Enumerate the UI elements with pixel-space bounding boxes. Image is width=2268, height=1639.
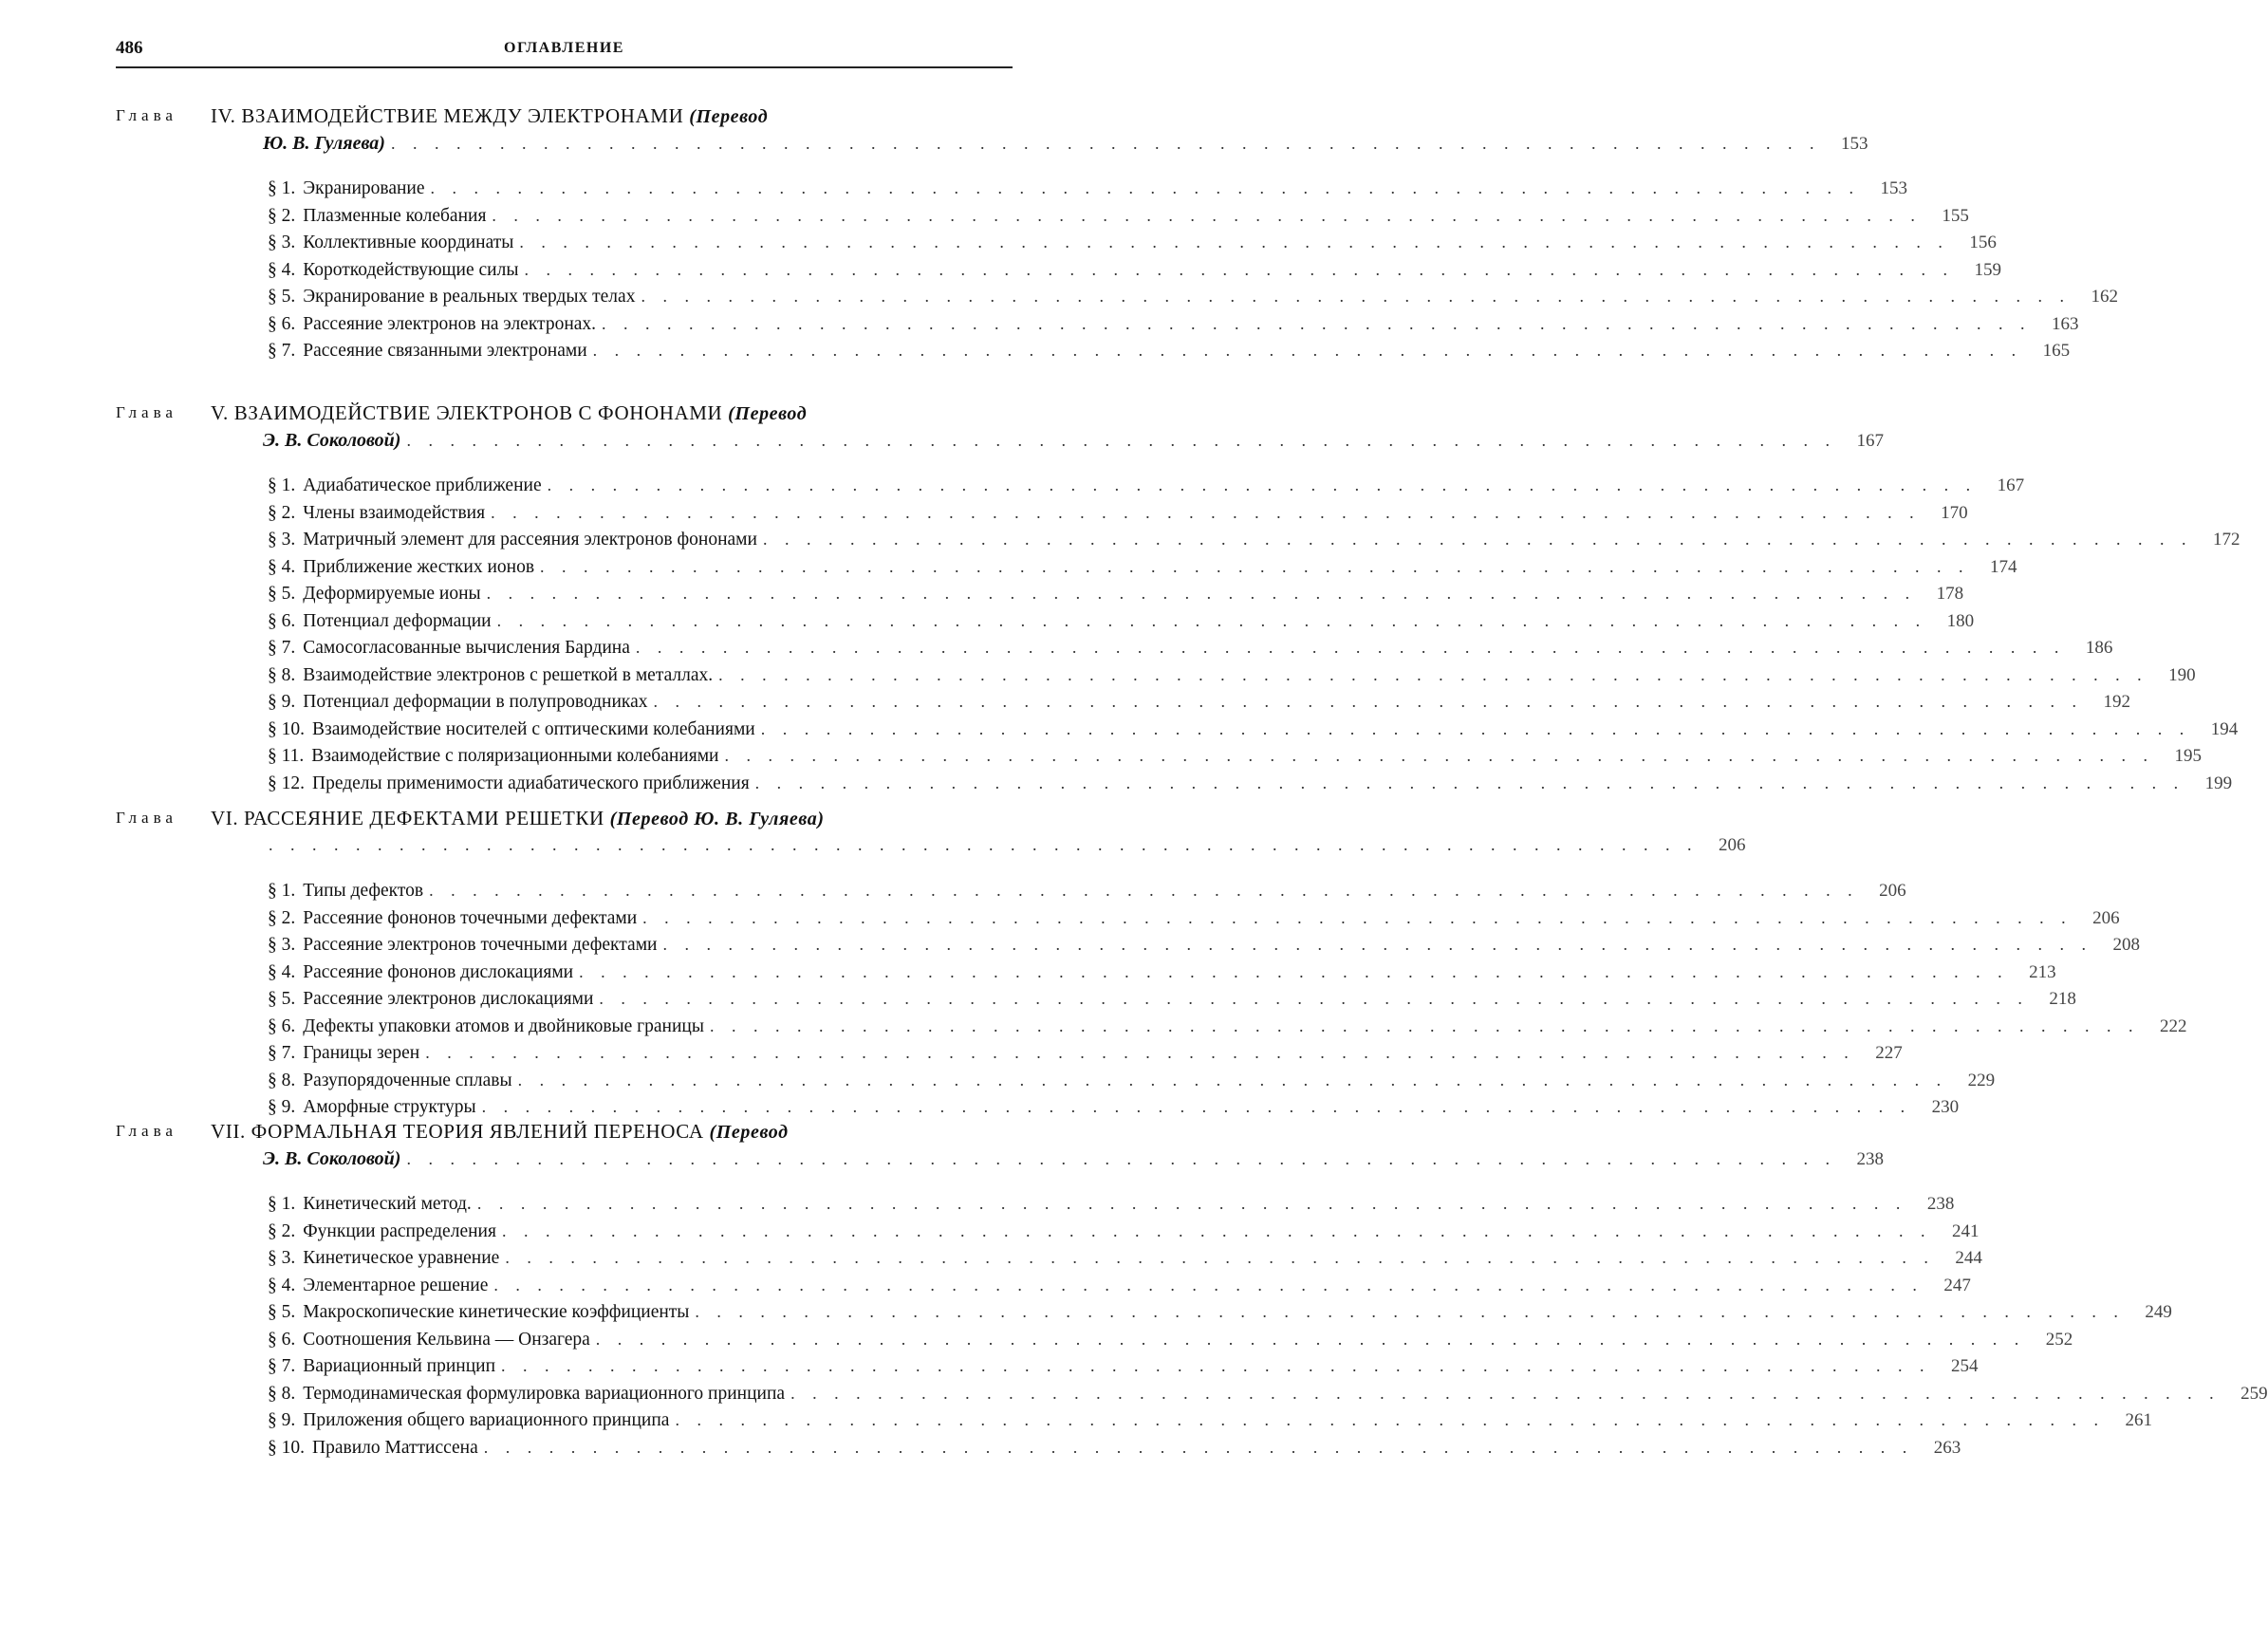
section-number: § 7. <box>268 1356 303 1377</box>
section-page: 241 <box>1931 1221 1979 1242</box>
toc-entry <box>268 287 1027 314</box>
chapter-page: 153 <box>1820 134 1868 155</box>
section-number: § 7. <box>268 1043 303 1064</box>
section-title: Элементарное решение <box>303 1276 493 1296</box>
section-title: Границы зерен <box>303 1043 425 1064</box>
section-list <box>116 475 1027 800</box>
section-number: § 8. <box>268 1071 303 1091</box>
section-page: 238 <box>1906 1194 1954 1215</box>
section-page: 172 <box>2192 530 2240 550</box>
section-number: § 3. <box>268 1248 303 1269</box>
section-title: Плазменные колебания <box>303 206 492 227</box>
leader-dots: . . . . . . . . . . . . . . . . . . . . . . . . . . . . . . . . . . . . . . . . . . . . . . . . . . . . . . . . . . . . . . . . . . <box>406 1149 1836 1169</box>
section-number: § 4. <box>268 962 303 983</box>
leader-dots: . . . . . . . . . . . . . . . . . . . . . . . . . . . . . . . . . . . . . . . . . . . . . . . . . . . . . . . . . . . . . . . . . . <box>518 1071 1948 1090</box>
leader-dots: . . . . . . . . . . . . . . . . . . . . . . . . . . . . . . . . . . . . . . . . . . . . . . . . . . . . . . . . . . . . . . . . . . <box>429 881 1859 901</box>
leader-dots: . . . . . . . . . . . . . . . . . . . . . . . . . . . . . . . . . . . . . . . . . . . . . . . . . . . . . . . . . . . . . . . . . . <box>695 1302 2125 1322</box>
section-number: § 9. <box>268 692 303 713</box>
section-page: 254 <box>1931 1356 1979 1377</box>
section-title: Экранирование в реальных твердых телах <box>303 287 641 307</box>
chapter-heading-line2 <box>116 133 1027 161</box>
section-page: 167 <box>1977 475 2024 496</box>
leader-dots: . . . . . . . . . . . . . . . . . . . . . . . . . . . . . . . . . . . . . . . . . . . . . . . . . . . . . . . . . . . . . . . . . . <box>790 1384 2221 1404</box>
chapter-label: Глава <box>116 809 177 828</box>
section-page: 230 <box>1911 1097 1959 1118</box>
section-number: § 10. <box>268 1438 312 1459</box>
chapter-heading <box>116 1120 1027 1148</box>
section-title: Функции распределения <box>303 1221 502 1242</box>
leader-dots: . . . . . . . . . . . . . . . . . . . . . . . . . . . . . . . . . . . . . . . . . . . . . . . . . . . . . . . . . . . . . . . . . . <box>636 638 2066 658</box>
toc-entry <box>268 206 1027 233</box>
toc-entry <box>268 178 1027 206</box>
leader-dots: . . . . . . . . . . . . . . . . . . . . . . . . . . . . . . . . . . . . . . . . . . . . . . . . . . . . . . . . . . . . . . . . . . <box>492 206 1922 226</box>
toc-entry <box>268 530 1027 557</box>
toc-entry <box>268 1248 1027 1276</box>
section-page: 174 <box>1970 557 2017 578</box>
section-title: Адиабатическое приближение <box>303 475 547 496</box>
section-title: Правило Маттиссена <box>312 1438 484 1459</box>
leader-dots: . . . . . . . . . . . . . . . . . . . . . . . . . . . . . . . . . . . . . . . . . . . . . . . . . . . . . . . . . . . . . . . . . . <box>497 611 1927 631</box>
section-number: § 3. <box>268 233 303 253</box>
section-title: Взаимодействие носителей с оптическими колебаниями <box>312 719 761 740</box>
section-page: 170 <box>1921 503 1968 524</box>
section-number: § 3. <box>268 935 303 956</box>
leader-dots: . . . . . . . . . . . . . . . . . . . . . . . . . . . . . . . . . . . . . . . . . . . . . . . . . . . . . . . . . . . . . . . . . . <box>477 1194 1907 1214</box>
section-page: 206 <box>1859 881 1906 902</box>
toc-entry <box>268 233 1027 260</box>
chapter-label: Глава <box>116 403 177 422</box>
section-title: Члены взаимодействия <box>303 503 491 524</box>
section-number: § 2. <box>268 503 303 524</box>
leader-dots: . . . . . . . . . . . . . . . . . . . . . . . . . . . . . . . . . . . . . . . . . . . . . . . . . . . . . . . . . . . . . . . . . . <box>493 1276 1924 1295</box>
toc-entry <box>268 1043 1027 1071</box>
toc-entry <box>268 935 1027 962</box>
section-page: 180 <box>1926 611 1974 632</box>
chapter-title-text: IV. ВЗАИМОДЕЙСТВИЕ МЕЖДУ ЭЛЕКТРОНАМИ <box>211 104 689 127</box>
section-title: Рассеяние фононов точечными дефектами <box>303 908 642 929</box>
translator-name: Э. В. Соколовой) <box>116 430 406 452</box>
section-page: 208 <box>2092 935 2140 956</box>
section-number: § 4. <box>268 557 303 578</box>
section-page: 206 <box>2073 908 2120 929</box>
toc-entry <box>268 260 1027 288</box>
translator-name: Ю. В. Гуляева) <box>116 133 391 155</box>
section-number: § 6. <box>268 611 303 632</box>
section-number: § 8. <box>268 665 303 686</box>
header-rule <box>116 66 1013 68</box>
section-title: Рассеяние фононов дислокациями <box>303 962 579 983</box>
section-page: 259 <box>2221 1384 2268 1405</box>
toc-entry <box>268 1438 1027 1465</box>
section-number: § 2. <box>268 206 303 227</box>
leader-dots: . . . . . . . . . . . . . . . . . . . . . . . . . . . . . . . . . . . . . . . . . . . . . . . . . . . . . . . . . . . . . . . . . . <box>548 475 1978 495</box>
chapter-5 <box>116 401 1027 800</box>
section-number: § 7. <box>268 341 303 362</box>
leader-dots: . . . . . . . . . . . . . . . . . . . . . . . . . . . . . . . . . . . . . . . . . . . . . . . . . . . . . . . . . . . . . . . . . . <box>540 557 1970 577</box>
section-page: 261 <box>2105 1410 2152 1431</box>
translator-credit-open: (Перевод Ю. В. Гуляева) <box>610 809 825 829</box>
section-number: § 1. <box>268 881 303 902</box>
toc-entry <box>268 341 1027 368</box>
section-list <box>116 881 1027 1125</box>
chapter-title <box>211 104 1027 128</box>
leader-dots: . . . . . . . . . . . . . . . . . . . . . . . . . . . . . . . . . . . . . . . . . . . . . . . . . . . . . . . . . . . . . . . . . . <box>599 989 2029 1009</box>
section-title: Типы дефектов <box>303 881 429 902</box>
section-number: § 11. <box>268 746 311 767</box>
section-title: Кинетический метод. <box>303 1194 477 1215</box>
toc-entry <box>268 1410 1027 1438</box>
section-page: 263 <box>1913 1438 1961 1459</box>
section-number: § 5. <box>268 287 303 307</box>
chapter-page: 238 <box>1836 1149 1884 1170</box>
section-page: 229 <box>1947 1071 1995 1091</box>
toc-entry <box>268 1221 1027 1249</box>
section-title: Макроскопические кинетические коэффициенты <box>303 1302 695 1323</box>
section-number: § 6. <box>268 1016 303 1037</box>
section-title: Потенциал деформации <box>303 611 496 632</box>
chapter-7 <box>116 1120 1027 1464</box>
leader-dots: . . . . . . . . . . . . . . . . . . . . . . . . . . . . . . . . . . . . . . . . . . . . . . . . . . . . . . . . . . . . . . . . . . <box>761 719 2191 739</box>
leader-dots: . . . . . . . . . . . . . . . . . . . . . . . . . . . . . . . . . . . . . . . . . . . . . . . . . . . . . . . . . . . . . . . . . . <box>675 1410 2105 1430</box>
chapter-page: 167 <box>1836 431 1884 452</box>
leader-dots: . . . . . . . . . . . . . . . . . . . . . . . . . . . . . . . . . . . . . . . . . . . . . . . . . . . . . . . . . . . . . . . . . . <box>269 835 1699 855</box>
toc-entry <box>268 719 1027 747</box>
chapter-title-text: VI. РАССЕЯНИЕ ДЕФЕКТАМИ РЕШЕТКИ <box>211 807 610 829</box>
leader-dots: . . . . . . . . . . . . . . . . . . . . . . . . . . . . . . . . . . . . . . . . . . . . . . . . . . . . . . . . . . . . . . . . . . <box>406 431 1836 451</box>
section-page: 155 <box>1922 206 1969 227</box>
section-number: § 2. <box>268 1221 303 1242</box>
section-title: Термодинамическая формулировка вариационного принципа <box>303 1384 790 1405</box>
leader-dots: . . . . . . . . . . . . . . . . . . . . . . . . . . . . . . . . . . . . . . . . . . . . . . . . . . . . . . . . . . . . . . . . . . <box>579 962 2009 982</box>
section-number: § 5. <box>268 1302 303 1323</box>
section-title: Рассеяние электронов дислокациями <box>303 989 599 1010</box>
section-page: 222 <box>2139 1016 2186 1037</box>
toc-entry <box>268 1302 1027 1330</box>
chapter-heading <box>116 104 1027 133</box>
chapter-title-text: VII. ФОРМАЛЬНАЯ ТЕОРИЯ ЯВЛЕНИЙ ПЕРЕНОСА <box>211 1120 710 1143</box>
chapter-heading-line2 <box>116 1148 1027 1177</box>
page-number: 486 <box>116 38 143 59</box>
section-page: 178 <box>1916 584 1963 605</box>
leader-dots: . . . . . . . . . . . . . . . . . . . . . . . . . . . . . . . . . . . . . . . . . . . . . . . . . . . . . . . . . . . . . . . . . . <box>763 530 2193 549</box>
section-title: Взаимодействие с поляризационными колебаниями <box>311 746 724 767</box>
section-number: § 12. <box>268 773 312 794</box>
chapter-title <box>211 1120 1027 1144</box>
toc-entry <box>268 773 1027 801</box>
section-number: § 6. <box>268 1330 303 1350</box>
toc-entry <box>268 1330 1027 1357</box>
toc-entry <box>268 1071 1027 1098</box>
section-page: 153 <box>1860 178 1907 199</box>
section-page: 162 <box>2071 287 2118 307</box>
section-page: 195 <box>2154 746 2202 767</box>
section-number: § 9. <box>268 1410 303 1431</box>
section-title: Взаимодействие электронов с решеткой в металлах. <box>303 665 718 686</box>
leader-dots: . . . . . . . . . . . . . . . . . . . . . . . . . . . . . . . . . . . . . . . . . . . . . . . . . . . . . . . . . . . . . . . . . . <box>391 134 1821 154</box>
leader-dots: . . . . . . . . . . . . . . . . . . . . . . . . . . . . . . . . . . . . . . . . . . . . . . . . . . . . . . . . . . . . . . . . . . <box>602 314 2032 334</box>
translator-name: Э. В. Соколовой) <box>116 1148 406 1170</box>
toc-entry <box>268 611 1027 639</box>
section-title: Деформируемые ионы <box>303 584 486 605</box>
section-page: 218 <box>2029 989 2076 1010</box>
section-page: 156 <box>1949 233 1997 253</box>
chapter-6 <box>116 807 1027 1125</box>
toc-entry <box>268 908 1027 936</box>
section-page: 252 <box>2025 1330 2073 1350</box>
leader-dots: . . . . . . . . . . . . . . . . . . . . . . . . . . . . . . . . . . . . . . . . . . . . . . . . . . . . . . . . . . . . . . . . . . <box>524 260 1954 280</box>
section-page: 159 <box>1954 260 2001 281</box>
leader-dots: . . . . . . . . . . . . . . . . . . . . . . . . . . . . . . . . . . . . . . . . . . . . . . . . . . . . . . . . . . . . . . . . . . <box>724 746 2154 766</box>
section-title: Соотношения Кельвина — Онзагера <box>303 1330 596 1350</box>
translator-credit-open: (Перевод <box>689 106 768 127</box>
toc-entry <box>268 1356 1027 1384</box>
section-number: § 5. <box>268 989 303 1010</box>
toc-entry <box>268 989 1027 1016</box>
section-title: Экранирование <box>303 178 430 199</box>
section-page: 163 <box>2032 314 2079 335</box>
toc-entry <box>268 692 1027 719</box>
leader-dots: . . . . . . . . . . . . . . . . . . . . . . . . . . . . . . . . . . . . . . . . . . . . . . . . . . . . . . . . . . . . . . . . . . <box>505 1248 1935 1268</box>
leader-dots: . . . . . . . . . . . . . . . . . . . . . . . . . . . . . . . . . . . . . . . . . . . . . . . . . . . . . . . . . . . . . . . . . . <box>519 233 1949 252</box>
leader-dots: . . . . . . . . . . . . . . . . . . . . . . . . . . . . . . . . . . . . . . . . . . . . . . . . . . . . . . . . . . . . . . . . . . <box>501 1356 1931 1376</box>
section-number: § 7. <box>268 638 303 659</box>
leader-dots: . . . . . . . . . . . . . . . . . . . . . . . . . . . . . . . . . . . . . . . . . . . . . . . . . . . . . . . . . . . . . . . . . . <box>718 665 2148 685</box>
running-head <box>116 38 1013 70</box>
chapter-label: Глава <box>116 1122 177 1141</box>
toc-entry <box>268 314 1027 342</box>
section-number: § 1. <box>268 475 303 496</box>
section-title: Приложения общего вариационного принципа <box>303 1410 675 1431</box>
leader-dots: . . . . . . . . . . . . . . . . . . . . . . . . . . . . . . . . . . . . . . . . . . . . . . . . . . . . . . . . . . . . . . . . . . <box>710 1016 2140 1036</box>
section-title: Дефекты упаковки атомов и двойниковые границы <box>303 1016 710 1037</box>
section-page: 227 <box>1855 1043 1903 1064</box>
section-title: Разупорядоченные сплавы <box>303 1071 517 1091</box>
section-title: Приближение жестких ионов <box>303 557 540 578</box>
section-page: 165 <box>2022 341 2070 362</box>
chapter-title-text: V. ВЗАИМОДЕЙСТВИЕ ЭЛЕКТРОНОВ С ФОНОНАМИ <box>211 401 728 424</box>
leader-dots: . . . . . . . . . . . . . . . . . . . . . . . . . . . . . . . . . . . . . . . . . . . . . . . . . . . . . . . . . . . . . . . . . . <box>487 584 1917 604</box>
section-title: Рассеяние электронов точечными дефектами <box>303 935 662 956</box>
toc-entry <box>268 1276 1027 1303</box>
leader-dots: . . . . . . . . . . . . . . . . . . . . . . . . . . . . . . . . . . . . . . . . . . . . . . . . . . . . . . . . . . . . . . . . . . <box>662 935 2092 955</box>
section-list <box>116 178 1027 368</box>
section-title: Самосогласованные вычисления Бардина <box>303 638 636 659</box>
leader-dots: . . . . . . . . . . . . . . . . . . . . . . . . . . . . . . . . . . . . . . . . . . . . . . . . . . . . . . . . . . . . . . . . . . <box>425 1043 1855 1063</box>
chapter-heading-line2 <box>116 430 1027 458</box>
section-page: 213 <box>2009 962 2056 983</box>
leader-dots: . . . . . . . . . . . . . . . . . . . . . . . . . . . . . . . . . . . . . . . . . . . . . . . . . . . . . . . . . . . . . . . . . . <box>654 692 2084 712</box>
section-number: § 10. <box>268 719 312 740</box>
toc-entry <box>268 881 1027 908</box>
section-number: § 1. <box>268 178 303 199</box>
toc-entry <box>268 1384 1027 1411</box>
section-title: Рассеяние электронов на электронах. <box>303 314 602 335</box>
section-title: Коллективные координаты <box>303 233 519 253</box>
toc-entry <box>268 1016 1027 1044</box>
section-title: Вариационный принцип <box>303 1356 501 1377</box>
section-title: Рассеяние связанными электронами <box>303 341 592 362</box>
section-number: § 9. <box>268 1097 303 1118</box>
toc-entry <box>268 503 1027 531</box>
translator-credit-open: (Перевод <box>710 1122 789 1143</box>
section-page: 192 <box>2083 692 2130 713</box>
section-number: § 4. <box>268 1276 303 1296</box>
section-page: 249 <box>2125 1302 2172 1323</box>
leader-dots: . . . . . . . . . . . . . . . . . . . . . . . . . . . . . . . . . . . . . . . . . . . . . . . . . . . . . . . . . . . . . . . . . . <box>482 1097 1912 1117</box>
translator-credit-open: (Перевод <box>728 403 807 424</box>
section-page: 199 <box>2184 773 2232 794</box>
toc-entry <box>268 584 1027 611</box>
chapter-title <box>211 401 1027 425</box>
section-page: 190 <box>2148 665 2196 686</box>
toc-entry <box>268 638 1027 665</box>
leader-dots: . . . . . . . . . . . . . . . . . . . . . . . . . . . . . . . . . . . . . . . . . . . . . . . . . . . . . . . . . . . . . . . . . . <box>641 287 2071 307</box>
leader-dots: . . . . . . . . . . . . . . . . . . . . . . . . . . . . . . . . . . . . . . . . . . . . . . . . . . . . . . . . . . . . . . . . . . <box>596 1330 2026 1350</box>
toc-page <box>0 0 1139 1639</box>
section-title: Кинетическое уравнение <box>303 1248 505 1269</box>
leader-dots: . . . . . . . . . . . . . . . . . . . . . . . . . . . . . . . . . . . . . . . . . . . . . . . . . . . . . . . . . . . . . . . . . . <box>642 908 2073 928</box>
toc-entry <box>268 962 1027 990</box>
leader-dots: . . . . . . . . . . . . . . . . . . . . . . . . . . . . . . . . . . . . . . . . . . . . . . . . . . . . . . . . . . . . . . . . . . <box>431 178 1861 198</box>
section-number: § 2. <box>268 908 303 929</box>
chapter-heading <box>116 401 1027 430</box>
section-list <box>116 1194 1027 1464</box>
section-number: § 1. <box>268 1194 303 1215</box>
section-number: § 5. <box>268 584 303 605</box>
chapter-label: Глава <box>116 106 177 125</box>
section-title: Матричный элемент для рассеяния электронов фононами <box>303 530 763 550</box>
leader-dots: . . . . . . . . . . . . . . . . . . . . . . . . . . . . . . . . . . . . . . . . . . . . . . . . . . . . . . . . . . . . . . . . . . <box>755 773 2185 793</box>
section-page: 244 <box>1935 1248 1982 1269</box>
leader-dots: . . . . . . . . . . . . . . . . . . . . . . . . . . . . . . . . . . . . . . . . . . . . . . . . . . . . . . . . . . . . . . . . . . <box>502 1221 1932 1241</box>
chapter-heading <box>116 807 1027 835</box>
toc-entry <box>268 665 1027 693</box>
chapter-heading-line2 <box>116 835 1027 864</box>
section-number: § 8. <box>268 1384 303 1405</box>
section-number: § 3. <box>268 530 303 550</box>
leader-dots: . . . . . . . . . . . . . . . . . . . . . . . . . . . . . . . . . . . . . . . . . . . . . . . . . . . . . . . . . . . . . . . . . . <box>484 1438 1914 1458</box>
chapter-4 <box>116 104 1027 368</box>
section-title: Аморфные структуры <box>303 1097 481 1118</box>
toc-entry <box>268 1194 1027 1221</box>
section-page: 186 <box>2065 638 2112 659</box>
section-page: 194 <box>2190 719 2238 740</box>
section-title: Потенциал деформации в полупроводниках <box>303 692 653 713</box>
section-page: 247 <box>1924 1276 1971 1296</box>
running-title: ОГЛАВЛЕНИЕ <box>116 40 1013 57</box>
chapter-page: 206 <box>1699 835 1746 856</box>
leader-dots: . . . . . . . . . . . . . . . . . . . . . . . . . . . . . . . . . . . . . . . . . . . . . . . . . . . . . . . . . . . . . . . . . . <box>491 503 1921 523</box>
toc-entry <box>268 475 1027 503</box>
section-title: Короткодействующие силы <box>303 260 524 281</box>
leader-dots: . . . . . . . . . . . . . . . . . . . . . . . . . . . . . . . . . . . . . . . . . . . . . . . . . . . . . . . . . . . . . . . . . . <box>593 341 2023 361</box>
section-title: Пределы применимости адиабатического приближения <box>312 773 755 794</box>
section-number: § 4. <box>268 260 303 281</box>
chapter-title <box>211 807 1027 830</box>
toc-entry <box>268 557 1027 585</box>
toc-entry <box>268 746 1027 773</box>
section-number: § 6. <box>268 314 303 335</box>
